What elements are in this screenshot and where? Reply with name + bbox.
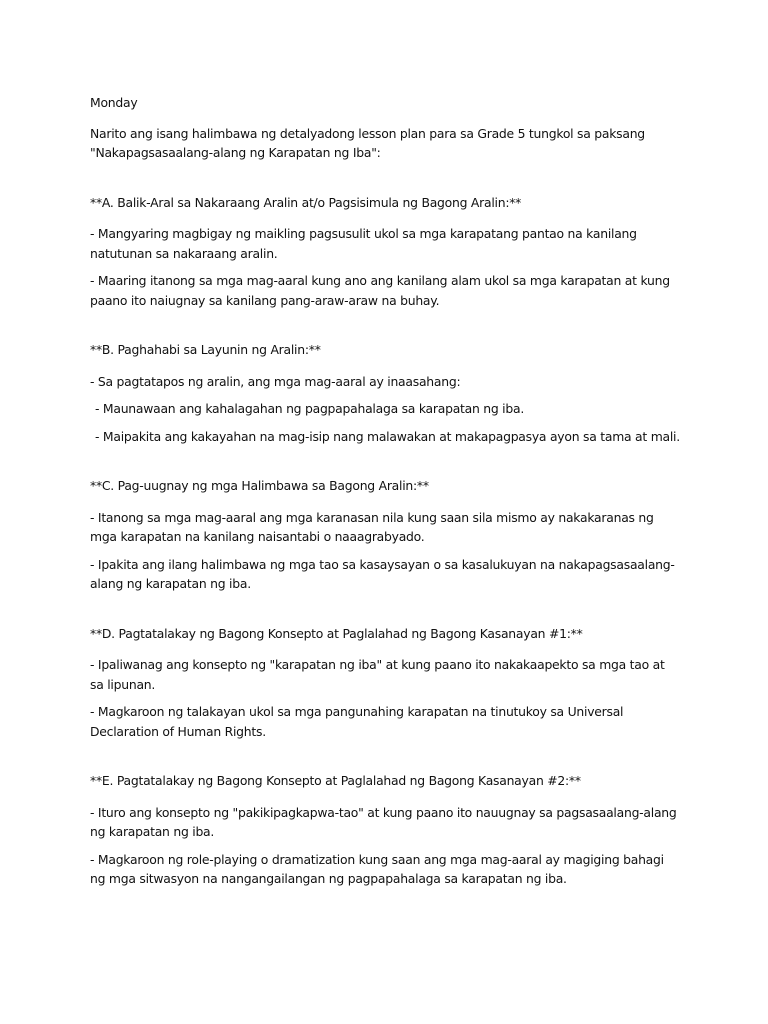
list-item: - Ituro ang konsepto ng "pakikipagkapwa-tao" at kung paano ito nauugnay sa pagsasaalang-alang ng karapatan ng iba.: [90, 804, 677, 839]
section-title: **A. Balik-Aral sa Nakaraang Aralin at/o Pagsisimula ng Bagong Aralin:**: [90, 194, 522, 210]
section-title: **C. Pag-uugnay ng mga Halimbawa sa Bagong Aralin:**: [90, 478, 429, 493]
list-item: - Mangyaring magbigay ng maikling pagsusulit ukol sa mga karapatang pantao na kanilang natutunan sa nakaraang aralin.: [90, 226, 637, 261]
day-heading: Monday: [90, 95, 138, 110]
list-item: - Sa pagtatapos ng aralin, ang mga mag-aaral ay inaasahang:: [90, 373, 461, 389]
list-item: - Maunawaan ang kahalagahan ng pagpapahalaga sa karapatan ng iba.: [95, 401, 525, 416]
document-body: [90, 93, 680, 919]
section-e: [90, 771, 680, 889]
list-item: - Itanong sa mga mag-aaral ang mga karanasan nila kung saan sila mismo ay nakakaranas ng mga karapatan na kanilang naisantabi o naaagrabyado.: [90, 509, 654, 544]
section-b: [90, 340, 680, 446]
section-d: [90, 624, 680, 742]
section-a: [90, 193, 680, 311]
section-title: **D. Pagtatalakay ng Bagong Konsepto at Paglalahad ng Bagong Kasanayan #1:**: [90, 625, 583, 641]
list-item: - Maaring itanong sa mga mag-aaral kung ano ang kanilang alam ukol sa mga karapatan at kung paano ito naiugnay sa kanilang pang-araw-araw na buhay.: [90, 273, 670, 308]
list-item: - Magkaroon ng role-playing o dramatization kung saan ang mga mag-aaral ay magiging bahagi ng mga sitwasyon na nangangailangan ng pagpapahalaga sa karapatan ng iba.: [90, 851, 664, 886]
section-c: [90, 476, 680, 594]
list-item: - Maipakita ang kakayahan na mag-isip nang malawakan at makapagpasya ayon sa tama at mali.: [95, 428, 680, 444]
intro-paragraph: Narito ang isang halimbawa ng detalyadong lesson plan para sa Grade 5 tungkol sa paksang "Nakapagsasaalang-alang ng Karapatan ng Iba":: [90, 125, 645, 160]
list-item: - Magkaroon ng talakayan ukol sa mga pangunahing karapatan na tinutukoy sa Universal Declaration of Human Rights.: [90, 704, 624, 739]
list-item: - Ipakita ang ilang halimbawa ng mga tao sa kasaysayan o sa kasalukuyan na nakapagsasaalang-alang ng karapatan ng iba.: [90, 556, 675, 591]
section-title: **B. Paghahabi sa Layunin ng Aralin:**: [90, 342, 321, 357]
section-title: **E. Pagtatalakay ng Bagong Konsepto at Paglalahad ng Bagong Kasanayan #2:**: [90, 773, 581, 788]
list-item: - Ipaliwanag ang konsepto ng "karapatan ng iba" at kung paano ito nakakaapekto sa mga tao at sa lipunan.: [90, 657, 665, 692]
